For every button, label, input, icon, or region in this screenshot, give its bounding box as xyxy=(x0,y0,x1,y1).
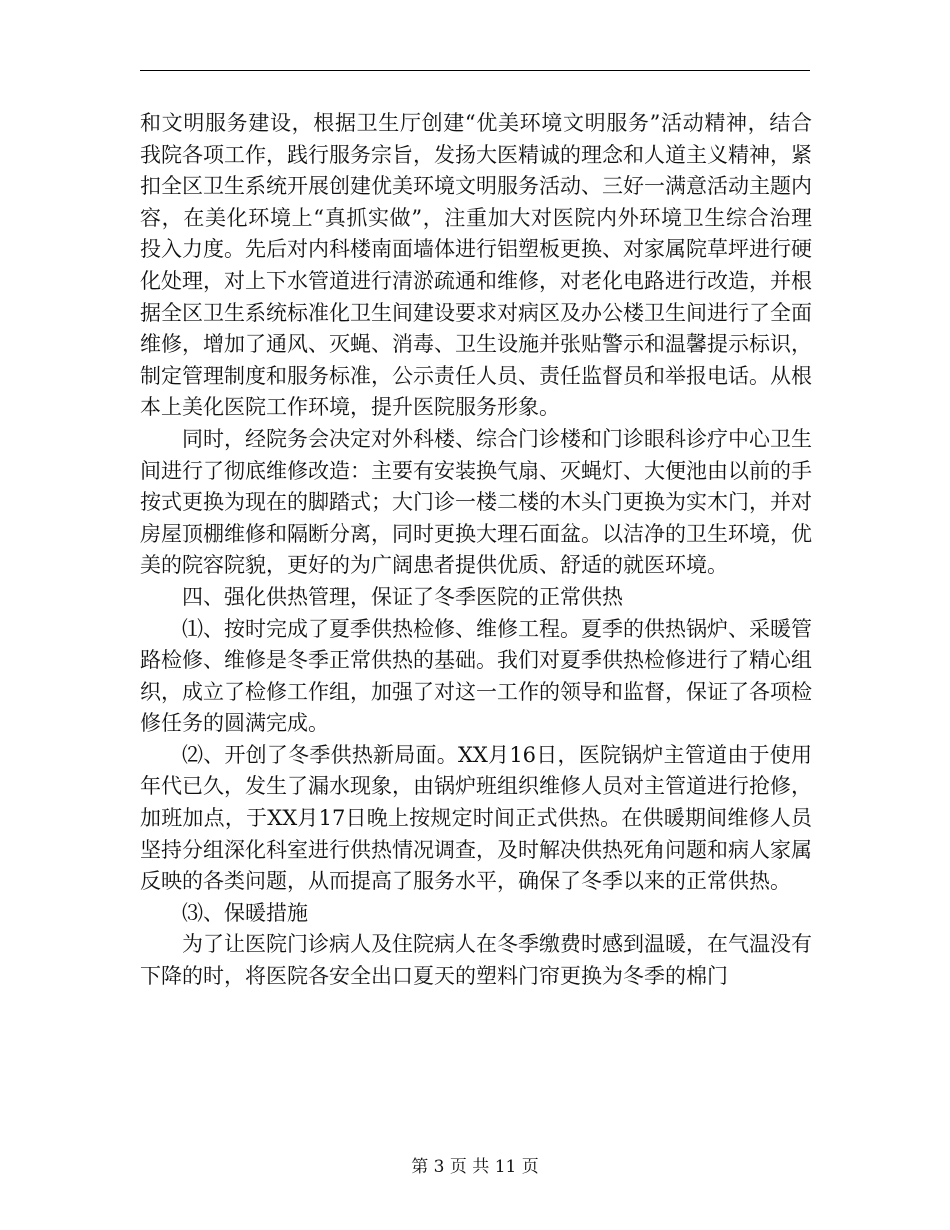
paragraph-item-2: ⑵、开创了冬季供热新局面。XX月16日，医院锅炉主管道由于使用年代已久，发生了漏水现象，由锅炉班组织维修人员对主管道进行抢修，加班加点，于XX月17日晚上按规定时间正式供热。在供暖期间维修人员坚持分组深化科室进行供热情况调查，及时解决供热死角问题和病人家属反映的各类问题，从而提高了服务水平，确保了冬季以来的正常供热。 xyxy=(140,742,812,894)
document-body xyxy=(140,108,812,993)
section-heading-4: 四、强化供热管理，保证了冬季医院的正常供热 xyxy=(182,584,623,609)
paragraph-last: 为了让医院门诊病人及住院病人在冬季缴费时感到温暖，在气温没有下降的时，将医院各安全出口夏天的塑料门帘更换为冬季的棉门 xyxy=(140,932,812,989)
page-number-footer: 第 3 页 共 11 页 xyxy=(411,1157,539,1177)
paragraph-2: 同时，经院务会决定对外科楼、综合门诊楼和门诊眼科诊疗中心卫生间进行了彻底维修改造：主要有安装换气扇、灭蝇灯、大便池由以前的手按式更换为现在的脚踏式；大门诊一楼二楼的木头门更换为实木门，并对房屋顶棚维修和隔断分离，同时更换大理石面盆。以洁净的卫生环境，优美的院容院貌，更好的为广阔患者提供优质、舒适的就医环境。 xyxy=(140,426,812,578)
paragraph-1: 和文明服务建设，根据卫生厅创建“优美环境文明服务”活动精神，结合我院各项工作，践行服务宗旨，发扬大医精诚的理念和人道主义精神，紧扣全区卫生系统开展创建优美环境文明服务活动、三好一满意活动主题内容，在美化环境上“真抓实做”，注重加大对医院内外环境卫生综合治理投入力度。先后对内科楼南面墙体进行铝塑板更换、对家属院草坪进行硬化处理，对上下水管道进行清淤疏通和维修，对老化电路进行改造，并根据全区卫生系统标准化卫生间建设要求对病区及办公楼卫生间进行了全面维修，增加了通风、灭蝇、消毒、卫生设施并张贴警示和温馨提示标识，制定管理制度和服务标准，公示责任人员、责任监督员和举报电话。从根本上美化医院工作环境，提升医院服务形象。 xyxy=(140,111,812,420)
paragraph-item-1: ⑴、按时完成了夏季供热检修、维修工程。夏季的供热锅炉、采暖管路检修、维修是冬季正常供热的基础。我们对夏季供热检修进行了精心组织，成立了检修工作组，加强了对这一工作的领导和监督，保证了各项检修任务的圆满完成。 xyxy=(140,616,812,736)
header-rule xyxy=(140,70,810,71)
subheading-item-3: ⑶、保暖措施 xyxy=(182,900,308,925)
